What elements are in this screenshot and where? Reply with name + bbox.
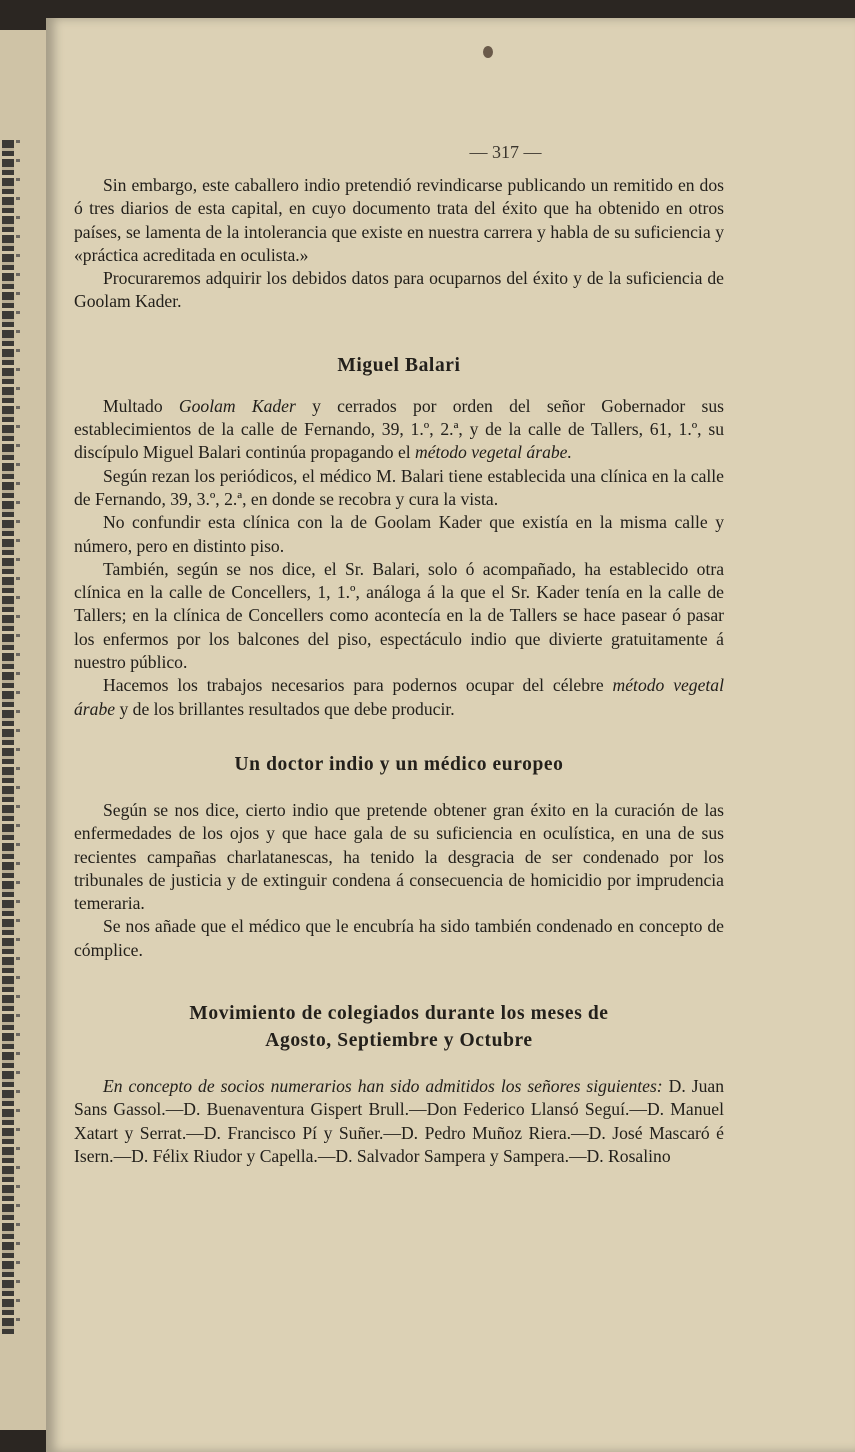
- intro-paragraph-2: Procuraremos adquirir los debidos datos para ocuparnos del éxito y de la suficiencia de Goolam Kader.: [74, 268, 724, 312]
- heading-line-2: Agosto, Septiembre y Octubre: [265, 1030, 533, 1052]
- document-page: [46, 18, 855, 1452]
- ink-spot: [483, 46, 493, 58]
- heading-line-1: Movimiento de colegiados durante los meses de: [189, 1003, 609, 1025]
- doctor-paragraph-2: Se nos añade que el médico que le encubría ha sido también condenado en concepto de cómplice.: [74, 916, 724, 960]
- binding-ornament-ticks: [16, 140, 20, 1335]
- balari-paragraph-3: No confundir esta clínica con la de Goolam Kader que existía en la misma calle y número, pero en distinto piso.: [74, 512, 724, 556]
- section-heading-miguel-balari: Miguel Balari: [337, 354, 461, 376]
- balari-paragraph-4: También, según se nos dice, el Sr. Balari, solo ó acompañado, ha establecido otra clínica en la calle de Concellers, 1, 1.º, análoga á la que el Sr. Kader tenía en la calle de Tallers; en la clínica de Concellers como acontecía en la de Tallers se hace pasear ó pasar los enfermos por los balcones del piso, espectáculo indio que divierte gratuitamente á nuestro público.: [74, 558, 724, 673]
- intro-paragraph-1: Sin embargo, este caballero indio pretendió revindicarse publicando un remitido en dos ó tres diarios de esta capital, en cuyo documento trata del éxito que ha obtenido en otros países, se lamenta de la intolerancia que existe en nuestra carrera y habla de su suficiencia y «práctica acreditada en oculista.»: [74, 175, 724, 265]
- doctor-paragraph-1: Según se nos dice, cierto indio que pretende obtener gran éxito en la curación de las enfermedades de los ojos y que hace gala de su suficiencia en oculística, en una de sus recientes campañas charlatanescas, ha tenido la desgracia de ser condenado por los tribunales de justicia y de extinguir condena á consecuencia de homicidio por imprudencia temeraria.: [74, 799, 724, 914]
- page-content: [74, 174, 724, 1168]
- page-number: — 317 —: [469, 142, 542, 162]
- balari-paragraph-5: Hacemos los trabajos necesarios para podernos ocupar del célebre método vegetal árabe y de los brillantes resultados que debe producir.: [74, 675, 724, 719]
- section-heading-doctor-indio: Un doctor indio y un médico europeo: [234, 753, 564, 775]
- binding-ornament-strip: [2, 140, 14, 1335]
- section-heading-movimiento: [74, 1000, 724, 1054]
- balari-paragraph-2: Según rezan los periódicos, el médico M. Balari tiene establecida una clínica en la calle de Fernando, 39, 3.º, 2.ª, en donde se recobra y cura la vista.: [74, 465, 724, 509]
- movimiento-paragraph-1: En concepto de socios numerarios han sido admitidos los señores siguientes: D. Juan Sans Gassol.—D. Buenaventura Gispert Brull.—Don Federico Llansó Seguí.—D. Manuel Xatart y Serrat.—D. Francisco Pí y Suñer.—D. Pedro Muñoz Riera.—D. José Mascaró é Isern.—D. Félix Riudor y Capella.—D. Salvador Sampera y Sampera.—D. Rosalino: [74, 1076, 724, 1166]
- balari-paragraph-1: Multado Goolam Kader y cerrados por orden del señor Gobernador sus establecimientos de la calle de Fernando, 39, 1.º, 2.ª, y de la calle de Tallers, 61, 1.º, su discípulo Miguel Balari continúa propagando el método vegetal árabe.: [74, 395, 724, 463]
